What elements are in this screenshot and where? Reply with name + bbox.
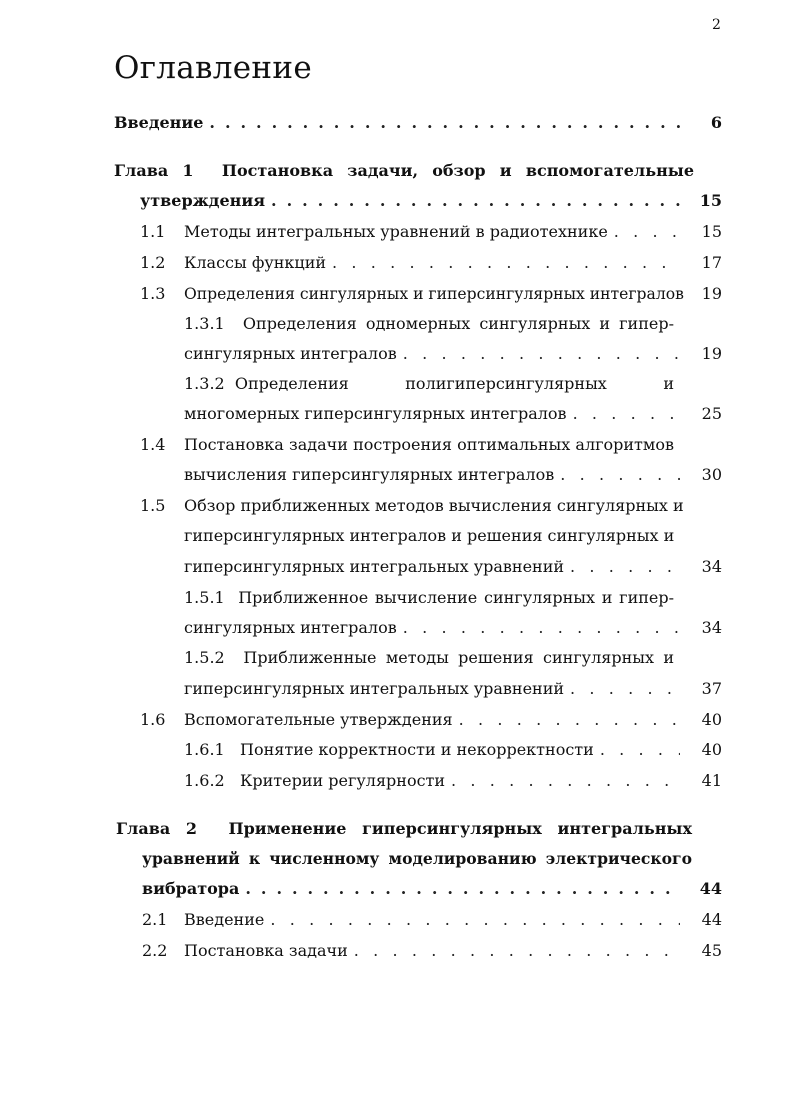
dot-leader [245, 878, 680, 900]
subsection-number: 1.3.2 [184, 374, 225, 393]
subsection-title: Понятие корректности и некорректности [240, 740, 594, 759]
subsection-title-line: гиперсингулярных интегральных уравнений [184, 679, 565, 698]
section-number: 1.5 [140, 496, 166, 515]
subsection-title-line: Приближенное вычисление сингулярных и гипер- [238, 588, 675, 607]
chapter-label: Глава 1 [114, 161, 194, 180]
toc-entry-page: 19 [701, 284, 722, 303]
subsection-title-line: Приближенные методы решения сингулярных и [243, 648, 674, 667]
toc-entry-page: 37 [701, 679, 722, 698]
toc-entry-page: 44 [699, 879, 722, 898]
toc-chapter2-heading-cont2[interactable] [142, 878, 722, 900]
dot-leader [270, 909, 680, 931]
toc-entry-2-2[interactable] [142, 940, 722, 962]
toc-chapter2-heading[interactable] [116, 818, 692, 840]
toc-entry-1-6[interactable] [140, 709, 722, 731]
page-number: 2 [712, 17, 721, 33]
toc-entry-1-5-1[interactable] [184, 587, 674, 609]
section-number: 1.3 [140, 284, 166, 303]
section-number: 1.2 [140, 253, 166, 272]
section-number: 1.4 [140, 435, 166, 454]
toc-entry-page: 40 [701, 740, 722, 759]
toc-entry-1-3-2[interactable] [184, 373, 674, 395]
toc-entry-1-5-1-cont[interactable] [184, 617, 722, 639]
subsection-title-line: многомерных гиперсингулярных интегралов [184, 404, 567, 423]
toc-entry-page: 34 [701, 557, 722, 576]
toc-entry-1-5-cont1[interactable] [184, 525, 674, 547]
section-title: Постановка задачи [184, 941, 348, 960]
dot-leader [271, 190, 680, 212]
dot-leader [403, 617, 680, 639]
subsection-title-line: сингулярных интегралов [184, 618, 397, 637]
chapter-title-line: утверждения [140, 191, 266, 210]
dot-leader [403, 343, 680, 365]
toc-entry-1-3-1[interactable] [184, 313, 674, 335]
toc-entry-page: 25 [701, 404, 722, 423]
toc-entry-intro[interactable] [114, 112, 722, 134]
dot-leader [354, 940, 680, 962]
section-title-line: Постановка задачи построения оптимальных алгоритмов [184, 435, 674, 454]
toc-entry-2-1[interactable] [142, 909, 722, 931]
subsection-title: Критерии регулярности [240, 771, 446, 790]
toc-entry-page: 15 [701, 222, 722, 241]
section-title: Введение [184, 910, 265, 929]
subsection-number: 1.6.1 [184, 740, 225, 759]
toc-entry-1-4-cont[interactable] [184, 464, 722, 486]
dot-leader [614, 221, 680, 243]
toc-chapter2-heading-cont1[interactable] [142, 848, 692, 870]
dot-leader [332, 252, 680, 274]
chapter-title-line: уравнений к численному моделированию электрического [142, 849, 692, 868]
section-number: 1.6 [140, 710, 166, 729]
section-number: 2.1 [142, 910, 168, 929]
toc-entry-page: 40 [701, 710, 722, 729]
subsection-number: 1.5.2 [184, 648, 225, 667]
dot-leader [560, 464, 680, 486]
toc-entry-1-1[interactable] [140, 221, 722, 243]
subsection-title-word: полигиперсингулярных [405, 374, 607, 393]
toc-chapter1-heading[interactable] [114, 160, 694, 182]
section-title: Классы функций [184, 253, 327, 272]
dot-leader [459, 709, 680, 731]
section-number: 1.1 [140, 222, 166, 241]
dot-leader [600, 739, 680, 761]
dot-leader [451, 770, 680, 792]
toc-entry-page: 45 [701, 941, 722, 960]
toc-entry-label: Введение [114, 113, 204, 132]
toc-entry-page: 41 [701, 771, 722, 790]
subsection-number: 1.5.1 [184, 588, 225, 607]
section-title: Определения сингулярных и гиперсингулярных интегралов [184, 285, 684, 303]
subsection-number: 1.6.2 [184, 771, 225, 790]
chapter-title-line: вибратора [142, 879, 240, 898]
chapter-title-line: Постановка задачи, обзор и вспомогательные [221, 161, 694, 180]
subsection-title-word: и [663, 374, 674, 393]
dot-leader [573, 403, 680, 425]
toc-entry-1-5-cont2[interactable] [184, 556, 722, 578]
chapter-label: Глава 2 [116, 819, 198, 838]
toc-entry-page: 44 [701, 910, 722, 929]
dot-leader [209, 112, 680, 134]
toc-entry-1-5-2-cont[interactable] [184, 678, 722, 700]
toc-entry-1-5-2[interactable] [184, 647, 674, 669]
section-title-line: гиперсингулярных интегральных уравнений [184, 557, 565, 576]
toc-entry-1-5[interactable] [140, 495, 722, 517]
dot-leader [570, 556, 680, 578]
section-number: 2.2 [142, 941, 168, 960]
toc-entry-page: 15 [699, 191, 722, 210]
section-title-line: вычисления гиперсингулярных интегралов [184, 465, 555, 484]
subsection-title-line: сингулярных интегралов [184, 344, 397, 363]
section-title: Методы интегральных уравнений в радиотехнике [184, 222, 608, 241]
toc-entry-1-3-2-cont[interactable] [184, 403, 722, 425]
toc-entry-1-6-1[interactable] [184, 739, 722, 761]
section-title: Вспомогательные утверждения [184, 710, 453, 729]
subsection-number: 1.3.1 [184, 314, 225, 333]
toc-chapter1-heading-cont[interactable] [140, 190, 722, 212]
chapter-title-line: Применение гиперсингулярных интегральных [228, 819, 692, 838]
toc-entry-page: 34 [701, 618, 722, 637]
toc-entry-1-6-2[interactable] [184, 770, 722, 792]
section-title-line: гиперсингулярных интегралов и решения сингулярных и [184, 526, 675, 545]
toc-entry-page: 30 [701, 465, 722, 484]
toc-entry-page: 6 [710, 113, 722, 132]
subsection-title-line: Определения одномерных сингулярных и гипер- [242, 314, 674, 333]
toc-title: Оглавление [114, 50, 312, 86]
toc-entry-1-3-1-cont[interactable] [184, 343, 722, 365]
section-title-line: Обзор приближенных методов вычисления сингулярных и [184, 496, 684, 515]
toc-entry-1-3[interactable] [140, 283, 722, 305]
toc-entry-1-2[interactable] [140, 252, 722, 274]
dot-leader [570, 678, 680, 700]
toc-entry-page: 19 [701, 344, 722, 363]
toc-entry-1-4[interactable] [140, 434, 722, 456]
toc-entry-page: 17 [701, 253, 722, 272]
subsection-title-word: Определения [234, 374, 349, 393]
